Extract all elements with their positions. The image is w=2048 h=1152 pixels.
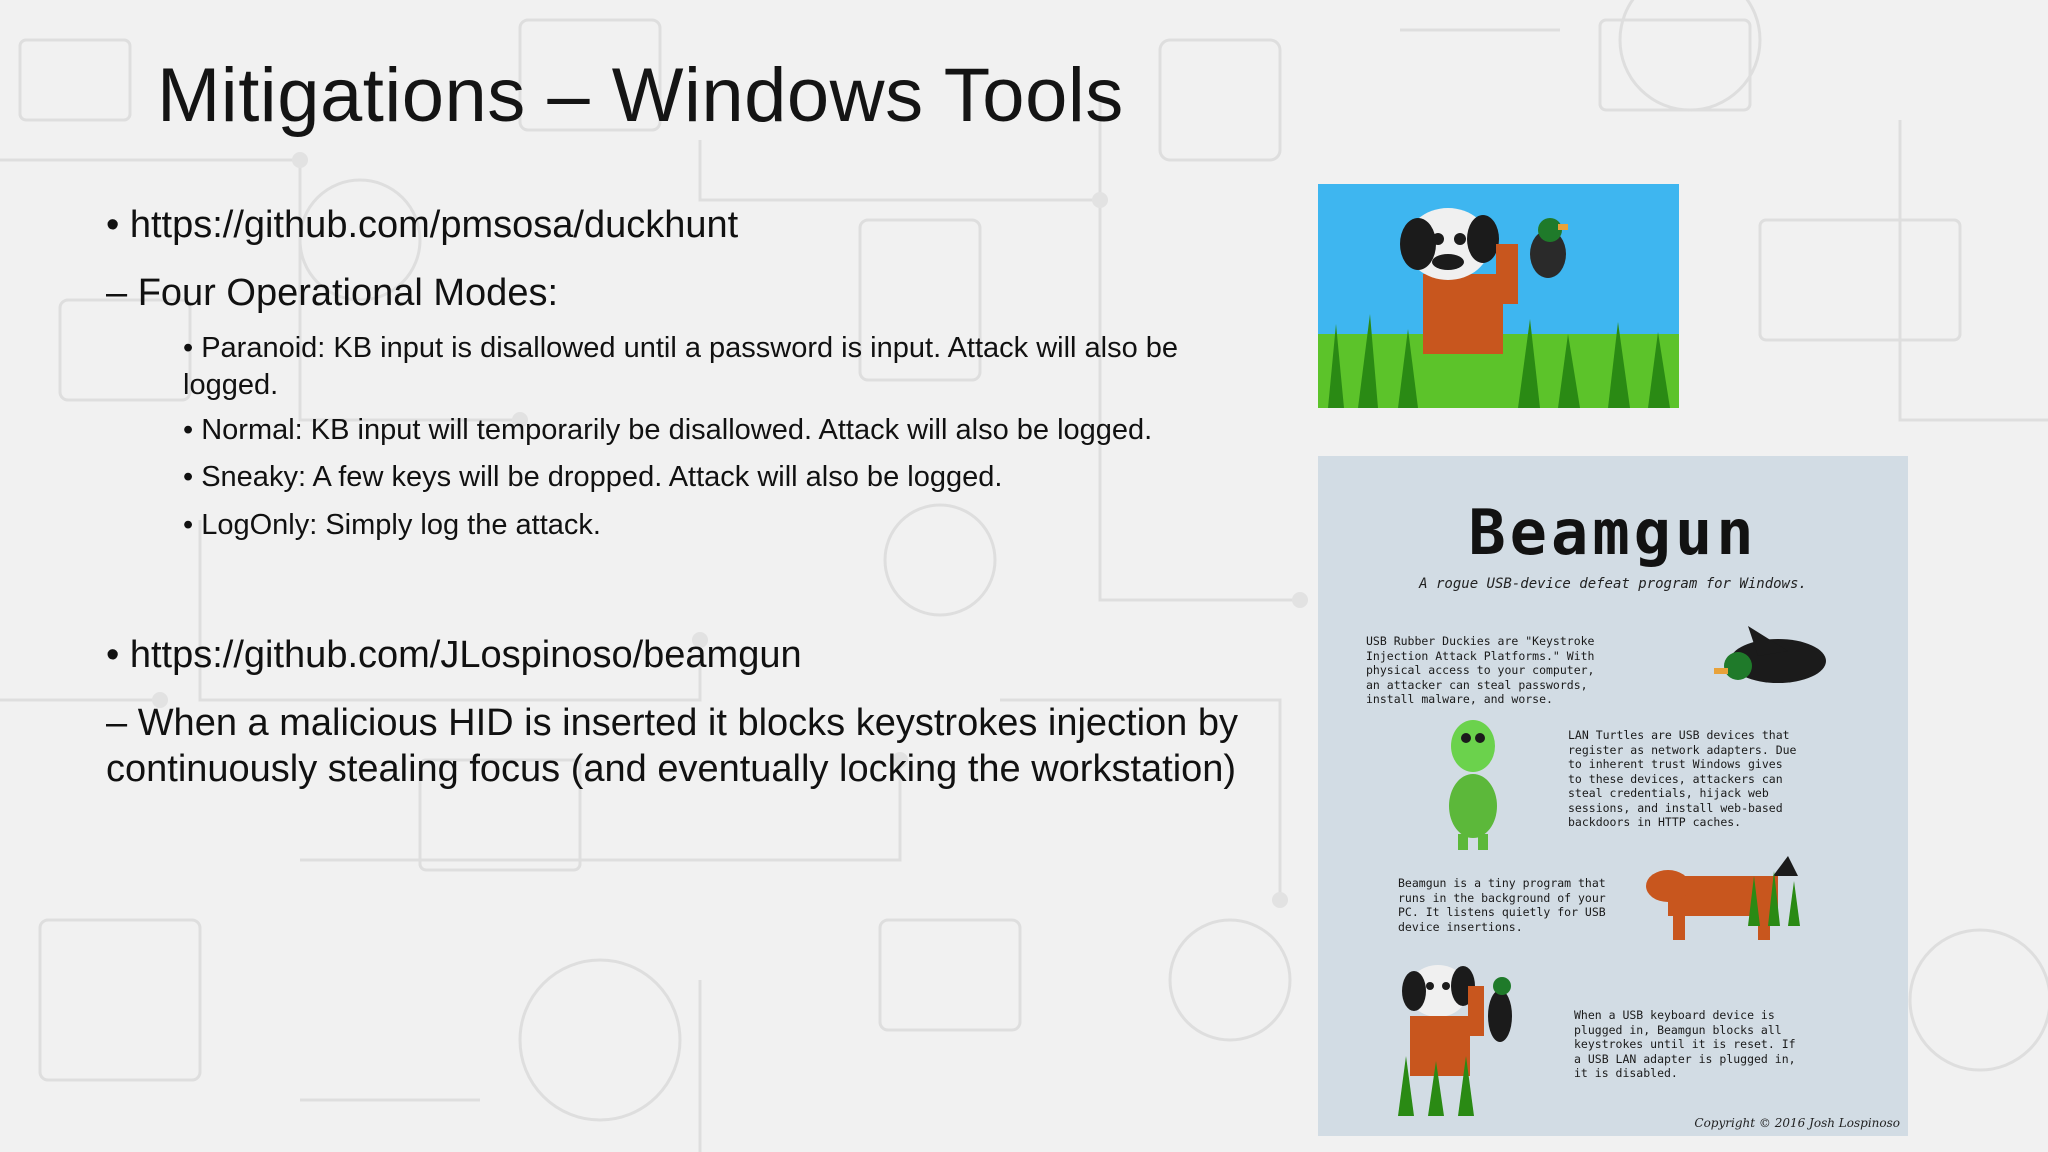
beamgun-description: – When a malicious HID is inserted it blocks keystrokes injection by continuously stealing focus (and eventually locking the workstation) xyxy=(106,702,1239,790)
poster-subtitle: A rogue USB-device defeat program for Windows. xyxy=(1419,576,1807,592)
duckhunt-link[interactable]: • https://github.com/pmsosa/duckhunt xyxy=(106,204,739,246)
mode-paranoid: • Paranoid: KB input is disallowed until a password is input. Attack will also be logged. xyxy=(183,332,1179,401)
mode-sneaky: • Sneaky: A few keys will be dropped. Attack will also be logged. xyxy=(183,461,1003,493)
beamgun-link[interactable]: • https://github.com/JLospinoso/beamgun xyxy=(106,634,802,676)
poster-paragraph-usb-keyboard: When a USB keyboard device is plugged in, Beamgun blocks all keystrokes until it is reset. If a USB LAN adapter is plugged in, it is disabled. xyxy=(1574,1008,1796,1080)
slide-title: Mitigations – Windows Tools xyxy=(157,53,1124,138)
modes-heading: – Four Operational Modes: xyxy=(106,272,559,314)
poster-paragraph-lan-turtle: LAN Turtles are USB devices that register as network adapters. Due to inherent trust Windows gives to these devices, attackers can steal credentials, hijack web sessions, and install web-based backdoors in HTTP caches. xyxy=(1568,728,1797,829)
beamgun-poster xyxy=(1318,456,1908,1136)
poster-title: Beamgun xyxy=(1468,496,1758,569)
mode-normal: • Normal: KB input will temporarily be disallowed. Attack will also be logged. xyxy=(183,414,1153,446)
duck-hunt-dog-image xyxy=(1318,184,1679,408)
poster-paragraph-rubber-ducky: USB Rubber Duckies are "Keystroke Injection Attack Platforms." With physical access to your computer, an attacker can steal passwords, install malware, and worse. xyxy=(1366,634,1595,706)
poster-paragraph-beamgun: Beamgun is a tiny program that runs in the background of your PC. It listens quietly for USB device insertions. xyxy=(1398,876,1606,934)
mode-logonly: • LogOnly: Simply log the attack. xyxy=(183,509,601,541)
poster-copyright: Copyright © 2016 Josh Lospinoso xyxy=(1694,1116,1900,1130)
